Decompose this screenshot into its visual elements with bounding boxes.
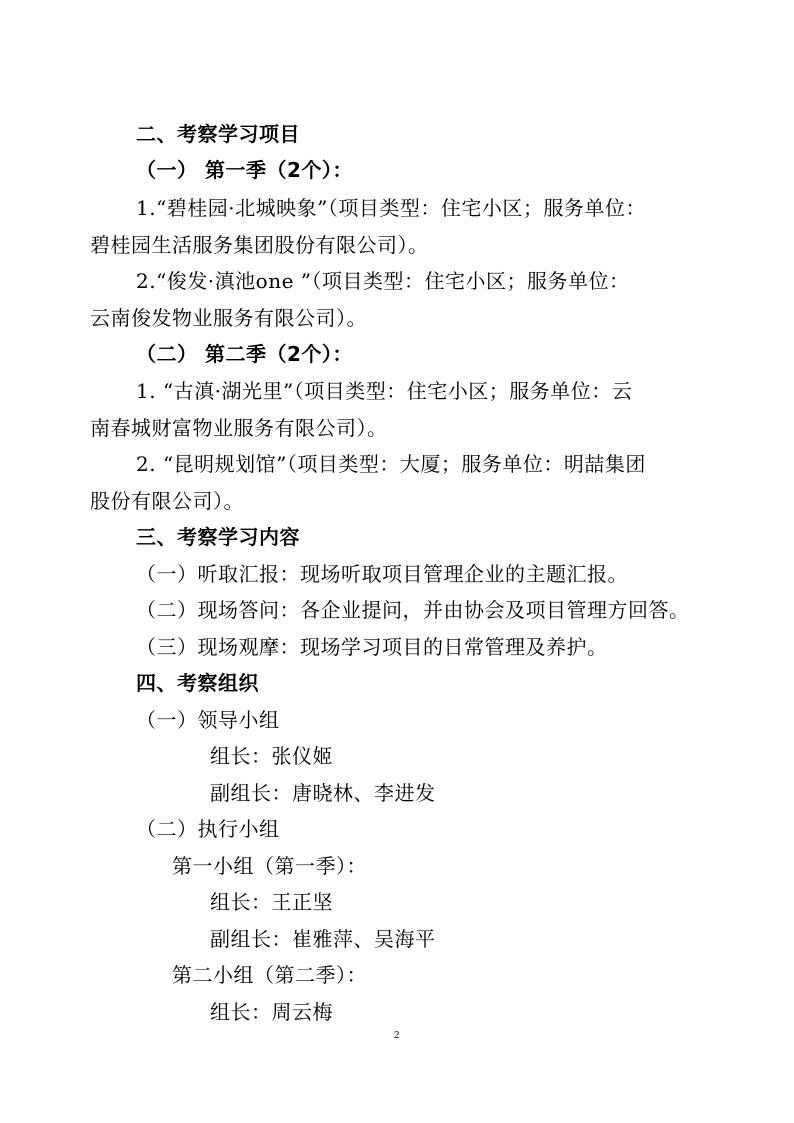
content-item-3: （三）现场观摩：现场学习项目的日常管理及养护。: [136, 635, 608, 659]
season-2-item-2-line-1: 2. “昆明规划馆”（项目类型：大厦；服务单位：明喆集团: [136, 452, 646, 476]
season-1-item-1-line-2: 碧桂园生活服务集团股份有限公司）。: [90, 233, 429, 257]
group-2-leader: 组长：周云梅: [210, 1000, 333, 1024]
group-1-deputy: 副组长：崔雅萍、吴海平: [210, 927, 436, 951]
season-1-item-2-line-1: 2.“俊发·滇池one ”（项目类型：住宅小区；服务单位：: [136, 269, 630, 293]
group-2-label: 第二小组（第二季）：: [172, 963, 367, 987]
page-number: 2: [394, 1029, 400, 1041]
season-2-item-2-line-2: 股份有限公司）。: [90, 489, 244, 513]
content-item-2: （二）现场答问：各企业提问，并由协会及项目管理方回答。: [136, 598, 690, 622]
section-3-heading: 三、考察学习内容: [136, 525, 300, 549]
season-1-item-1-line-1: 1.“碧桂园·北城映象”（项目类型：住宅小区；服务单位：: [136, 196, 646, 220]
leadership-deputy: 副组长：唐晓林、李进发: [210, 781, 436, 805]
season-1-label: （一） 第一季（2个）：: [136, 158, 353, 182]
season-2-label: （二） 第二季（2个）：: [136, 342, 353, 366]
season-2-item-1-line-1: 1. “古滇·湖光里”（项目类型：住宅小区；服务单位：云: [136, 379, 633, 403]
group-1-leader: 组长：王正坚: [210, 890, 333, 914]
content-item-1: （一）听取汇报：现场听取项目管理企业的主题汇报。: [136, 562, 628, 586]
season-2-item-1-line-2: 南春城财富物业服务有限公司）。: [90, 416, 388, 440]
leadership-leader: 组长：张仪姬: [210, 744, 333, 768]
execution-group-label: （二）执行小组: [136, 817, 280, 841]
season-1-item-2-line-2: 云南俊发物业服务有限公司）。: [90, 306, 367, 330]
section-4-heading: 四、考察组织: [136, 671, 259, 695]
section-2-heading: 二、考察学习项目: [136, 122, 300, 146]
group-1-label: 第一小组（第一季）：: [172, 854, 367, 878]
leadership-group-label: （一）领导小组: [136, 708, 280, 732]
